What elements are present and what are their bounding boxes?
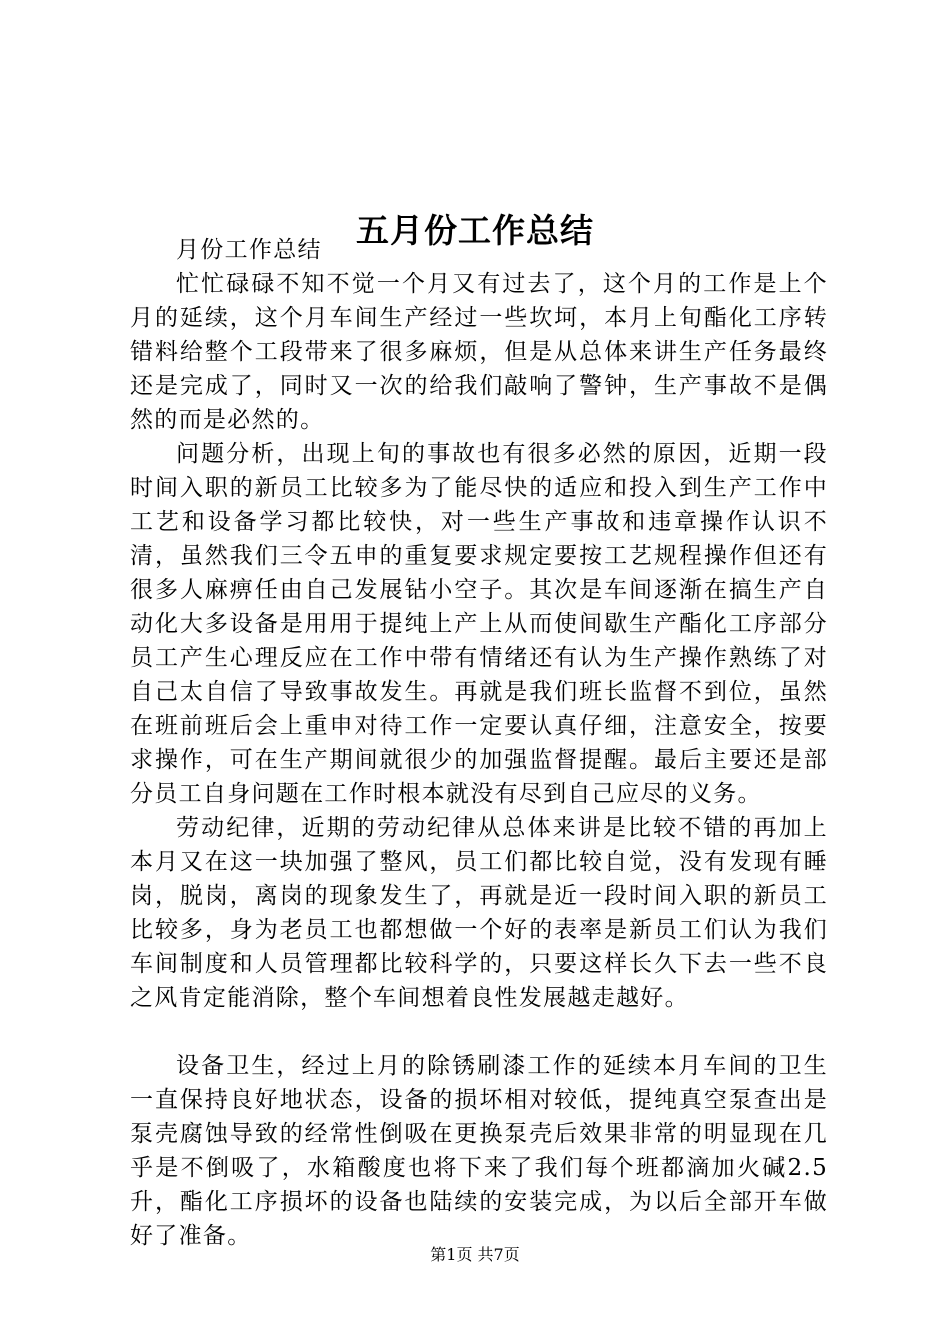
paragraph-subtitle: 月份工作总结	[176, 237, 322, 263]
page-indicator: 第1页 共7页	[430, 1245, 520, 1264]
document-title: 五月份工作总结	[356, 211, 594, 251]
paragraph-labor-discipline: 劳动纪律，近期的劳动纪律从总体来讲是比较不错的再加上本月又在这一块加强了整风，员工们都比较自觉，没有发现有睡岗，脱岗，离岗的现象发生了，再就是近一段时间入职的新员工比较多，身为老员工也都想做一个好的表率是新员工们认为我们车间制度和人员管理都比较科学的，只要这样长久下去一些不良之风肯定能消除，整个车间想着良性发展越走越好。	[130, 815, 828, 1011]
paragraph-problem-analysis: 问题分析，出现上旬的事故也有很多必然的原因，近期一段时间入职的新员工比较多为了能尽快的适应和投入到生产工作中工艺和设备学习都比较快，对一些生产事故和违章操作认识不清，虽然我们三令五申的重复要求规定要按工艺规程操作但还有很多人麻痹任由自己发展钻小空子。其次是车间逐渐在搞生产自动化大多设备是用用于提纯上产上从而使间歇生产酯化工序部分员工产生心理反应在工作中带有情绪还有认为生产操作熟练了对自己太自信了导致事故发生。再就是我们班长监督不到位，虽然在班前班后会上重申对待工作一定要认真仔细，注意安全，按要求操作，可在生产期间就很少的加强监督提醒。最后主要还是部分员工自身问题在工作时根本就没有尽到自己应尽的义务。	[130, 441, 828, 807]
paragraph-equipment-hygiene: 设备卫生，经过上月的除锈刷漆工作的延续本月车间的卫生一直保持良好地状态，设备的损坏相对较低，提纯真空泵查出是泵壳腐蚀导致的经常性倒吸在更换泵壳后效果非常的明显现在几乎是不倒吸了，水箱酸度也将下来了我们每个班都滴加火碱2.5升，酯化工序损坏的设备也陆续的安装完成，为以后全部开车做好了准备。	[130, 1053, 828, 1249]
paragraph-intro: 忙忙碌碌不知不觉一个月又有过去了，这个月的工作是上个月的延续，这个月车间生产经过一些坎坷，本月上旬酯化工序转错料给整个工段带来了很多麻烦，但是从总体来讲生产任务最终还是完成了，同时又一次的给我们敲响了警钟，生产事故不是偶然的而是必然的。	[130, 271, 828, 433]
document-body	[130, 233, 828, 1253]
